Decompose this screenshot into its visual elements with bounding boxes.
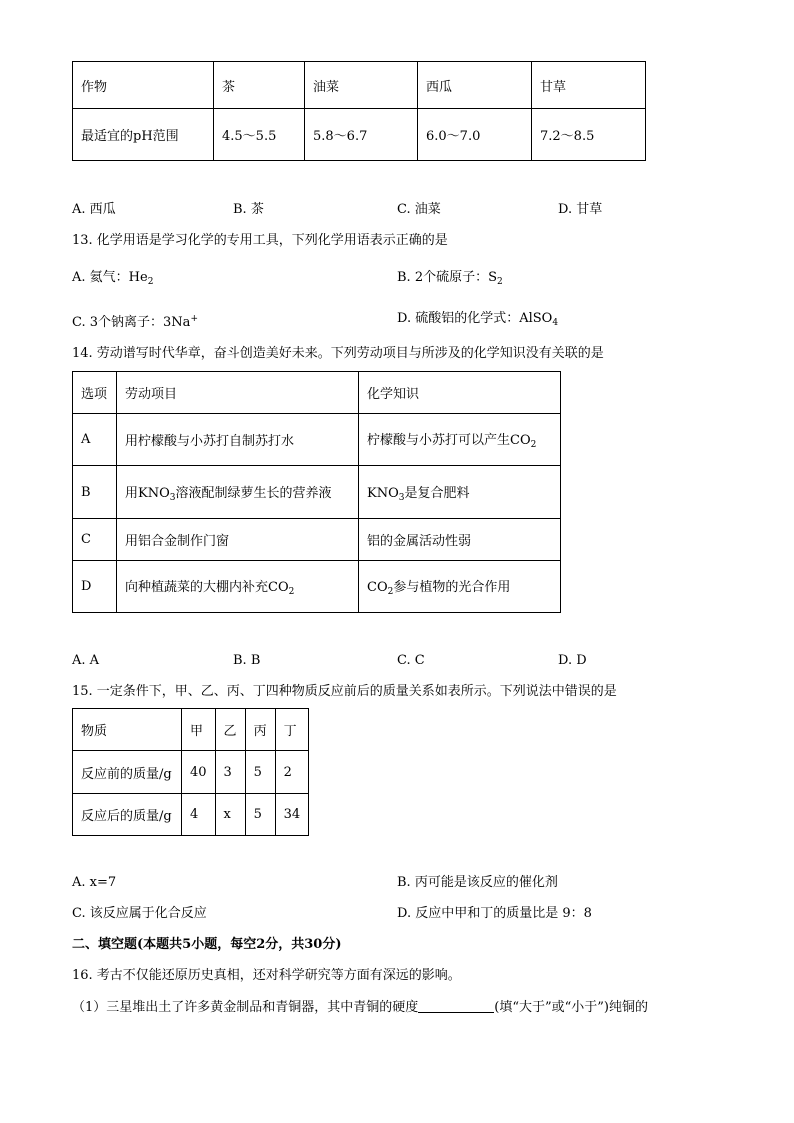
table-cell: 40 (182, 751, 216, 794)
q13-option-a (72, 270, 153, 290)
option-text: A. 氦气： (72, 270, 129, 285)
q15-stem: 15. 一定条件下，甲、乙、丙、丁四种物质反应前后的质量关系如表所示。下列说法中错误的是 (72, 684, 617, 699)
table-cell: 34 (275, 794, 309, 836)
cell-text: 溶液配制绿萝生长的营养液 (175, 485, 332, 501)
labor-table (72, 371, 561, 613)
answer-blank[interactable] (418, 1000, 494, 1013)
table-header: 甲 (182, 709, 216, 751)
q13-option-b (397, 270, 503, 290)
q15-option-c: C. 该反应属于化合反应 (72, 906, 207, 921)
table-cell: A (73, 414, 117, 466)
option-text: D. 硫酸铝的化学式： (397, 311, 520, 326)
subscript: 2 (387, 587, 394, 597)
question-text: （1）三星堆出土了许多黄金制品和青铜器，其中青铜的硬度 (72, 1000, 419, 1015)
subscript: 2 (288, 587, 295, 597)
subscript: 2 (530, 440, 537, 450)
q12-option-d: D. 甘草 (558, 202, 603, 217)
q13-option-d (397, 311, 558, 331)
table-cell: 6.0～7.0 (418, 109, 532, 161)
table-header: 丁 (275, 709, 309, 751)
table-cell (359, 414, 561, 466)
question-text: (填“大于”或“小于”)纯铜的 (494, 1000, 649, 1015)
table-cell: 茶 (214, 62, 305, 109)
table-cell: 用铝合金制作门窗 (117, 519, 359, 561)
table-cell: 铝的金属活动性弱 (359, 519, 561, 561)
q12-option-a: A. 西瓜 (72, 202, 116, 217)
table-header: 丙 (245, 709, 275, 751)
table-cell: 反应后的质量/g (73, 794, 182, 836)
table-cell: B (73, 466, 117, 519)
cell-text: CO (367, 580, 388, 595)
table-cell (117, 561, 359, 613)
table-cell: 4.5～5.5 (214, 109, 305, 161)
table-header: 选项 (73, 372, 117, 414)
subscript: 2 (147, 277, 154, 287)
table-cell: 西瓜 (418, 62, 532, 109)
option-text: C. 3个钠离子： (72, 315, 164, 330)
table-cell: 用柠檬酸与小苏打自制苏打水 (117, 414, 359, 466)
cell-text: 用KNO (125, 485, 170, 501)
cell-text: 是复合肥料 (404, 485, 470, 501)
table-cell: 甘草 (532, 62, 646, 109)
table-header: 物质 (73, 709, 182, 751)
q14-option-a: A. A (72, 653, 100, 668)
q14-stem: 14. 劳动谱写时代华章，奋斗创造美好未来。下列劳动项目与所涉及的化学知识没有关联的是 (72, 346, 604, 361)
table-header: 化学知识 (359, 372, 561, 414)
table-cell: 4 (182, 794, 216, 836)
subscript: 3 (169, 492, 176, 503)
subscript: 2 (497, 277, 503, 287)
cell-text: 柠檬酸与小苏打可以产生CO (367, 433, 531, 448)
option-text: B. 2个硫原子： (397, 270, 489, 285)
table-cell (359, 561, 561, 613)
cell-text: KNO (367, 485, 399, 501)
q12-option-c: C. 油菜 (397, 202, 441, 217)
subscript: 3 (398, 492, 405, 503)
table-cell: 7.2～8.5 (532, 109, 646, 161)
table-cell: 2 (275, 751, 309, 794)
table-cell: 反应前的质量/g (73, 751, 182, 794)
mass-table (72, 708, 309, 836)
table-cell: 作物 (73, 62, 214, 109)
table-cell (117, 466, 359, 519)
table-header: 劳动项目 (117, 372, 359, 414)
table-cell: 油菜 (305, 62, 418, 109)
q13-option-c (72, 311, 198, 331)
formula: 3Na (163, 315, 191, 330)
formula: He (128, 270, 148, 285)
table-cell: x (215, 794, 245, 836)
ph-table (72, 61, 646, 161)
table-cell (359, 466, 561, 519)
q13-stem: 13. 化学用语是学习化学的专用工具，下列化学用语表示正确的是 (72, 233, 448, 248)
q16-part1 (72, 1000, 648, 1016)
formula: AlSO (519, 311, 553, 326)
table-header: 乙 (215, 709, 245, 751)
q15-option-b: B. 丙可能是该反应的催化剂 (397, 875, 558, 890)
formula: S (488, 270, 497, 285)
subscript: 4 (552, 318, 559, 328)
table-cell: D (73, 561, 117, 613)
q14-option-b: B. B (233, 653, 261, 668)
superscript: + (190, 314, 198, 324)
section-heading: 二、填空题(本题共5小题，每空2分，共30分) (72, 937, 342, 952)
q15-option-a: A. x=7 (72, 875, 117, 890)
table-cell: 5 (245, 751, 275, 794)
table-cell: 5 (245, 794, 275, 836)
q15-option-d: D. 反应中甲和丁的质量比是 9：8 (397, 906, 592, 921)
cell-text: 参与植物的光合作用 (393, 580, 511, 595)
table-cell: 5.8～6.7 (305, 109, 418, 161)
q16-stem: 16. 考古不仅能还原历史真相，还对科学研究等方面有深远的影响。 (72, 968, 461, 983)
table-cell: 最适宜的pH范围 (73, 109, 214, 161)
q12-option-b: B. 茶 (233, 202, 264, 217)
q14-option-d: D. D (558, 653, 587, 668)
table-cell: 3 (215, 751, 245, 794)
q14-option-c: C. C (397, 653, 425, 668)
cell-text: 向种植蔬菜的大棚内补充CO (125, 580, 289, 595)
table-cell: C (73, 519, 117, 561)
